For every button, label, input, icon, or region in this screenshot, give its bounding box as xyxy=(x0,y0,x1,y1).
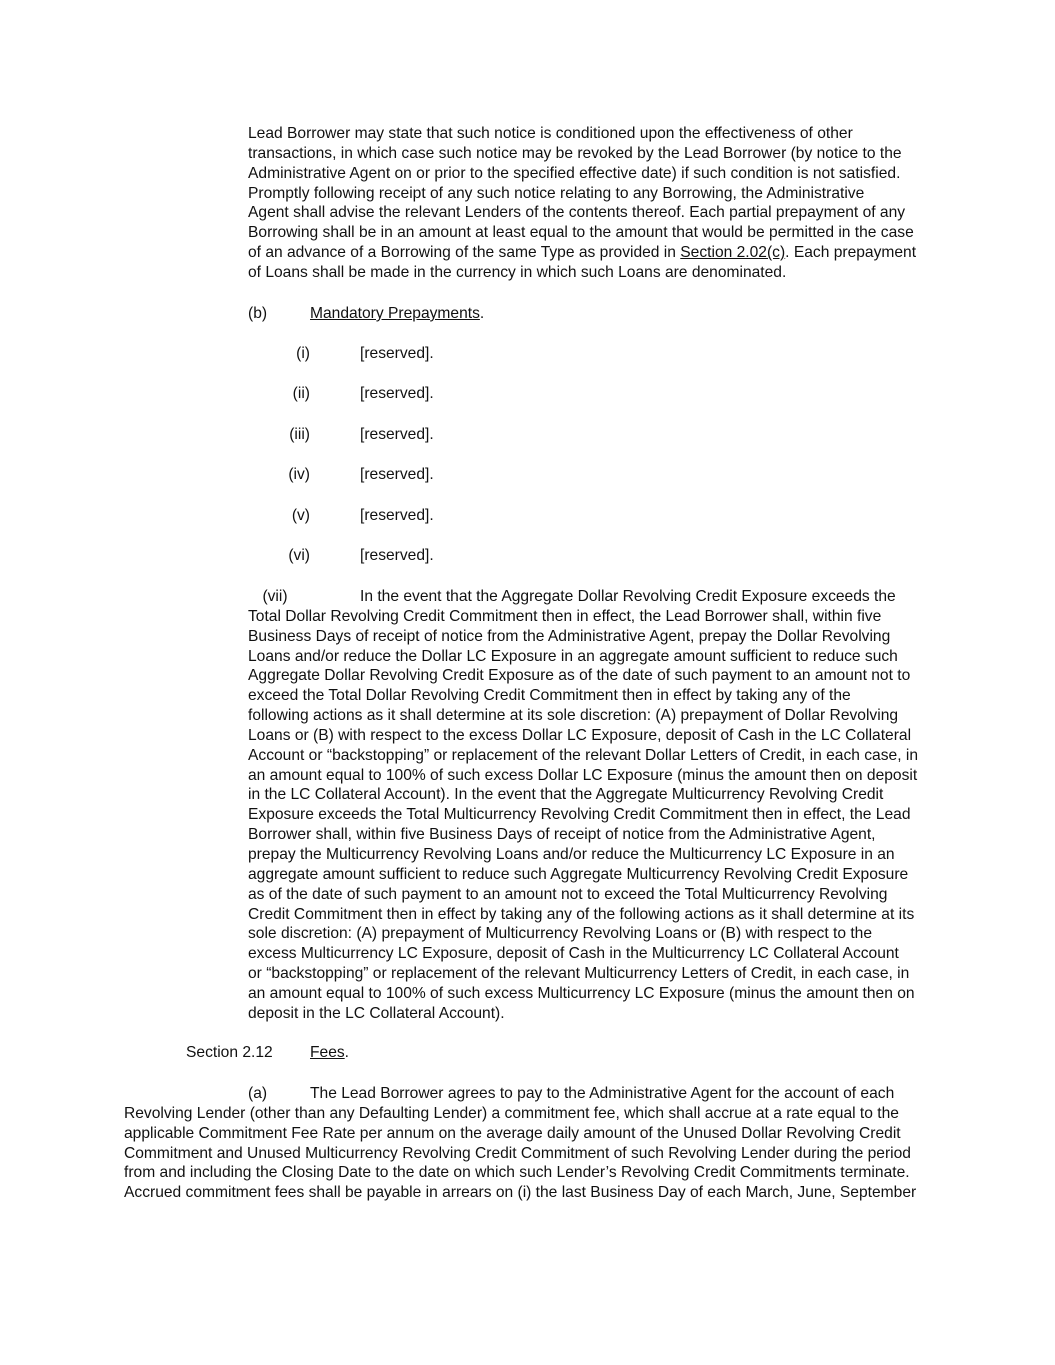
text-line: excess Multicurrency LC Exposure, deposit of Cash in the Multicurrency LC Collateral Account xyxy=(248,945,899,963)
text-line: Accrued commitment fees shall be payable in arrears on (i) the last Business Day of each March, June, September xyxy=(124,1184,917,1202)
text-line: as of the date of such payment to an amount not to exceed the Total Multicurrency Revolving xyxy=(248,885,888,903)
text-line: following actions as it shall determine at its sole discretion: (A) prepayment of Dollar Revolving xyxy=(248,707,899,725)
clause-text: [reserved]. xyxy=(360,345,434,362)
text-line xyxy=(248,587,918,607)
section-heading: Fees xyxy=(310,1044,345,1061)
text-line: Promptly following receipt of any such notice relating to any Borrowing, the Administrative xyxy=(248,184,865,202)
punctuation: . xyxy=(479,305,485,322)
text-line: Credit Commitment then in effect by taking any of the following actions as it shall determine at its xyxy=(248,905,915,923)
text-line: Aggregate Dollar Revolving Credit Exposure as of the date of such payment to an amount not to xyxy=(248,667,911,685)
section-number: Section 2.12 xyxy=(186,1044,273,1061)
text-line: of Loans shall be made in the currency in which such Loans are denominated. xyxy=(248,263,787,281)
clause-number: (v) xyxy=(291,506,310,524)
clause-heading: Mandatory Prepayments xyxy=(310,305,480,322)
text-line: aggregate amount sufficient to reduce such Aggregate Multicurrency Revolving Credit Exposure xyxy=(248,865,909,883)
clause-number: (a) xyxy=(248,1085,268,1102)
clause-number: (ii) xyxy=(292,385,310,403)
text-line: in the LC Collateral Account). In the event that the Aggregate Multicurrency Revolving Credit xyxy=(248,786,884,804)
text-line: transactions, in which case such notice may be revoked by the Lead Borrower (by notice to the xyxy=(248,144,902,162)
text-segment: of an advance of a Borrowing of the same Type as provided in xyxy=(248,244,681,262)
text-line: Borrowing shall be in an amount at least equal to the amount that would be permitted in the case xyxy=(248,224,914,242)
text-line: Loans and/or reduce the Dollar LC Exposure in an aggregate amount sufficient to reduce such xyxy=(248,647,898,665)
text-line: from and including the Closing Date to the date on which such Lender’s Revolving Credit Commitments terminate. xyxy=(124,1164,910,1182)
text-line xyxy=(124,1084,916,1104)
clause-text: [reserved]. xyxy=(360,547,434,564)
text-line: applicable Commitment Fee Rate per annum on the average daily amount of the Unused Dollar Revolving Credit xyxy=(124,1124,901,1142)
text-line: Revolving Lender (other than any Defaulting Lender) a commitment fee, which shall accrue at a rate equal to the xyxy=(124,1104,899,1122)
clause-number: (vii) xyxy=(262,588,288,605)
clause-number: (vi) xyxy=(288,547,310,564)
clause-number: (iii) xyxy=(289,425,310,443)
text-line: Agent shall advise the relevant Lenders of the contents thereof. Each partial prepayment of any xyxy=(248,204,906,222)
punctuation: . xyxy=(344,1044,350,1061)
text-line: Lead Borrower may state that such notice is conditioned upon the effectiveness of other xyxy=(248,125,853,142)
clause-text: [reserved]. xyxy=(360,506,434,524)
text-segment: The Lead Borrower agrees to pay to the Administrative Agent for the account of each xyxy=(310,1085,895,1102)
text-line: Business Days of receipt of notice from the Administrative Agent, prepay the Dollar Revolving xyxy=(248,627,891,645)
clause-text: [reserved]. xyxy=(360,466,434,484)
text-line xyxy=(248,243,916,263)
text-line: exceed the Total Dollar Revolving Credit Commitment then in effect by taking any of the xyxy=(248,687,851,705)
text-line: Borrower shall, within five Business Days of receipt of notice from the Administrative Agent, xyxy=(248,826,876,844)
clause-number: (i) xyxy=(296,345,310,362)
text-line: Exposure exceeds the Total Multicurrency Revolving Credit Commitment then in effect, the Lead xyxy=(248,806,911,824)
text-line: Commitment and Unused Multicurrency Revolving Credit Commitment of such Revolving Lender during the period xyxy=(124,1144,911,1162)
text-line: Administrative Agent on or prior to the specified effective date) if such condition is not satisfied. xyxy=(248,164,901,182)
text-line: an amount equal to 100% of such excess Multicurrency LC Exposure (minus the amount then on xyxy=(248,984,915,1002)
text-line: Total Dollar Revolving Credit Commitment then in effect, the Lead Borrower shall, within five xyxy=(248,607,882,625)
clause-text: [reserved]. xyxy=(360,385,434,403)
paragraph-continuation xyxy=(248,124,916,283)
mandatory-prepayments-heading xyxy=(248,304,485,324)
clause-vii xyxy=(248,587,918,1024)
clause-number: (b) xyxy=(248,305,268,322)
text-line: Loans or (B) with respect to the excess Dollar LC Exposure, deposit of Cash in the LC Collateral xyxy=(248,726,912,744)
text-segment: In the event that the Aggregate Dollar Revolving Credit Exposure exceeds the xyxy=(360,588,896,605)
clause-number: (iv) xyxy=(288,466,310,484)
text-line: prepay the Multicurrency Revolving Loans and/or reduce the Multicurrency LC Exposure in an xyxy=(248,845,895,863)
text-line: deposit in the LC Collateral Account). xyxy=(248,1004,505,1022)
text-line: or “backstopping” or replacement of the relevant Multicurrency Letters of Credit, in each case, in xyxy=(248,965,910,983)
text-line: an amount equal to 100% of such excess Dollar LC Exposure (minus the amount then on deposit xyxy=(248,766,918,784)
fees-paragraph-a xyxy=(124,1084,916,1203)
section-reference: Section 2.02(c) xyxy=(680,244,786,262)
text-line: sole discretion: (A) prepayment of Multicurrency Revolving Loans or (B) with respect to the xyxy=(248,925,873,943)
text-segment: . Each prepayment xyxy=(785,244,917,262)
text-line: Account or “backstopping” or replacement of the relevant Dollar Letters of Credit, in each case, in xyxy=(248,746,919,764)
section-2-12-heading xyxy=(186,1043,350,1063)
clause-text: [reserved]. xyxy=(360,425,434,443)
